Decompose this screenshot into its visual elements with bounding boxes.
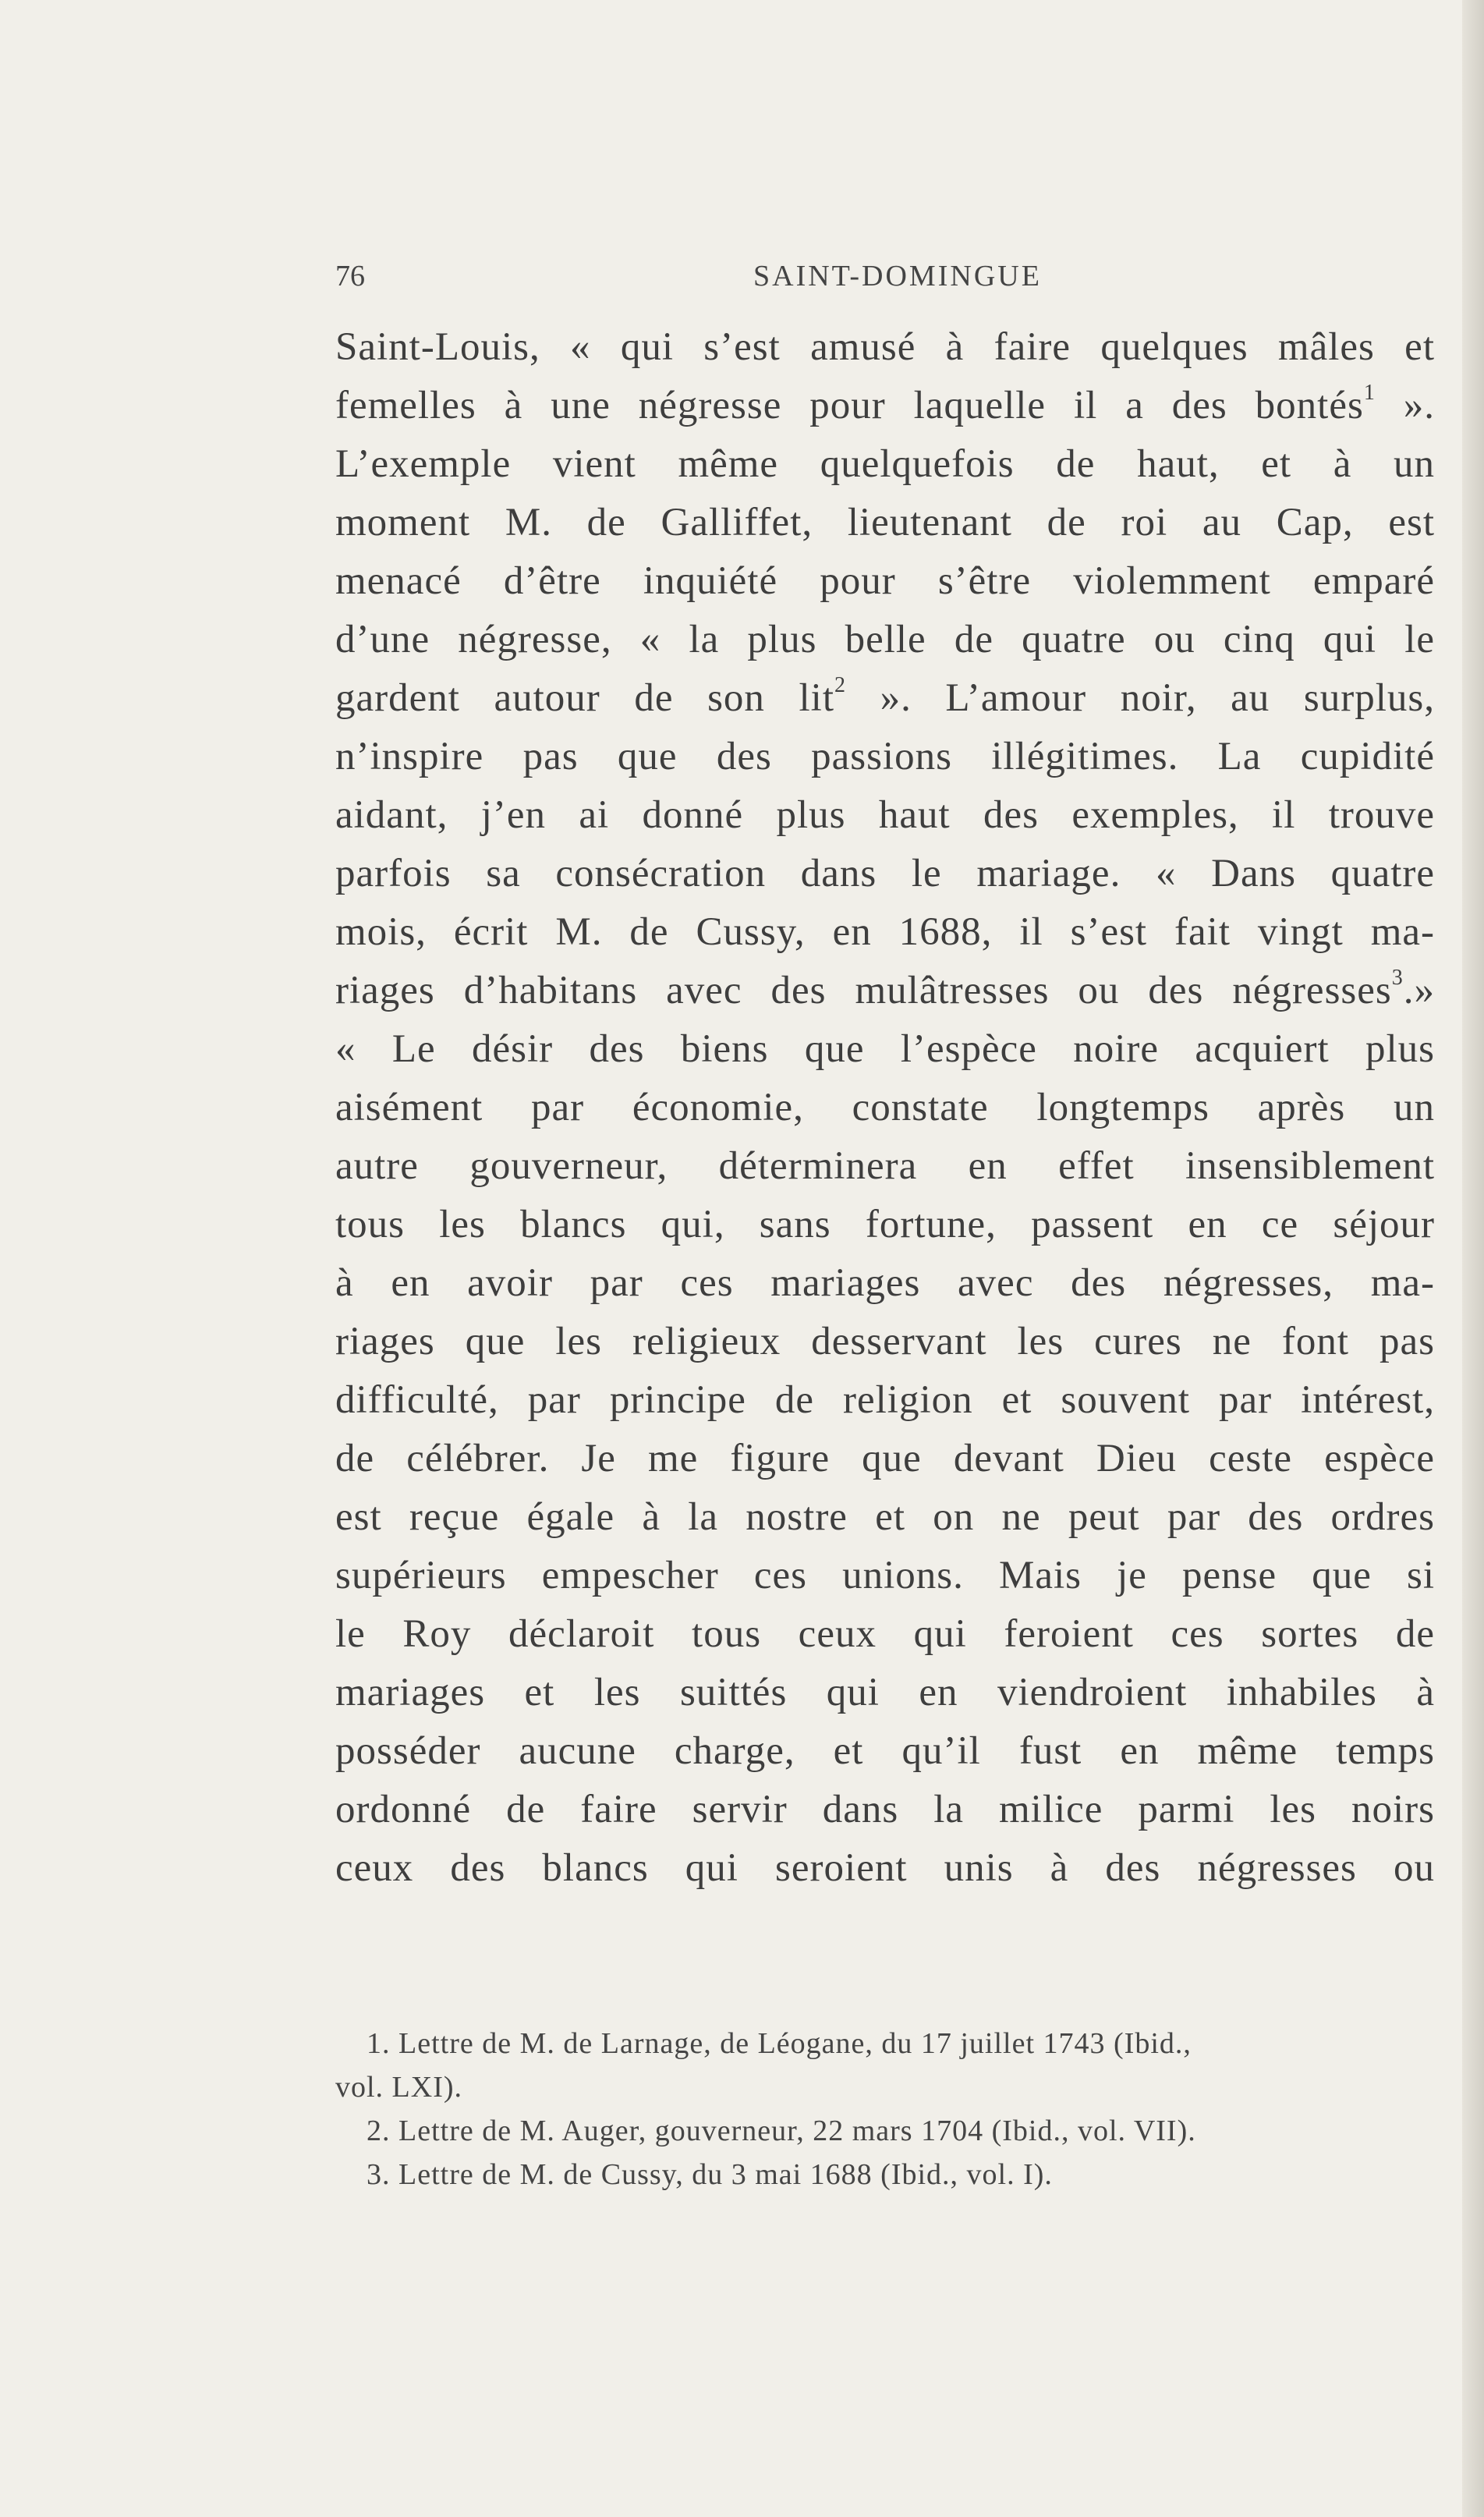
text-line: L’exemple vient même quelquefois de haut, et à un bbox=[335, 442, 1435, 486]
text-line: riages que les religieux desservant les cures ne font pas bbox=[335, 1320, 1435, 1363]
footnote-mark: 1 bbox=[1363, 381, 1376, 405]
footnote-3: 3. Lettre de M. de Cussy, du 3 mai 1688 (Ibid., vol. I). bbox=[367, 2158, 1053, 2191]
footnote-1-continued: vol. LXI). bbox=[335, 2071, 463, 2104]
footnote-mark: 3 bbox=[1391, 966, 1404, 990]
body-text bbox=[335, 318, 1435, 1898]
text-line: menacé d’être inquiété pour s’être violemment emparé bbox=[335, 559, 1435, 603]
text-line: d’une négresse, « la plus belle de quatre ou cinq qui le bbox=[335, 618, 1435, 661]
text-line: « Le désir des biens que l’espèce noire acquiert plus bbox=[335, 1027, 1435, 1071]
text-line: ceux des blancs qui seroient unis à des négresses ou bbox=[335, 1846, 1435, 1890]
text-line: mariages et les suittés qui en viendroient inhabiles à bbox=[335, 1671, 1435, 1714]
page-number: 76 bbox=[335, 260, 365, 292]
running-title: SAINT-DOMINGUE bbox=[753, 260, 1042, 292]
text-line: de célébrer. Je me figure que devant Dieu ceste espèce bbox=[335, 1437, 1435, 1480]
page-header bbox=[335, 248, 1443, 295]
footnotes bbox=[335, 2022, 1435, 2196]
text-line: tous les blancs qui, sans fortune, passent en ce séjour bbox=[335, 1203, 1435, 1246]
text-line: aisément par économie, constate longtemps après un bbox=[335, 1086, 1435, 1129]
text-line: moment M. de Galliffet, lieutenant de roi au Cap, est bbox=[335, 501, 1435, 544]
text-line: autre gouverneur, déterminera en effet insensiblement bbox=[335, 1144, 1435, 1188]
text-line: à en avoir par ces mariages avec des négresses, ma- bbox=[335, 1261, 1435, 1305]
text-line: riages d’habitans avec des mulâtresses ou des négresses$^3$.» bbox=[335, 966, 1435, 1012]
text-line: le Roy déclaroit tous ceux qui feroient ces sortes de bbox=[335, 1612, 1435, 1656]
text-line: n’inspire pas que des passions illégitimes. La cupidité bbox=[335, 735, 1435, 778]
text-line: Saint-Louis, « qui s’est amusé à faire quelques mâles et bbox=[335, 325, 1435, 369]
text-line: est reçue égale à la nostre et on ne peut par des ordres bbox=[335, 1495, 1435, 1539]
page-edge bbox=[1462, 0, 1484, 2517]
text-line: aidant, j’en ai donné plus haut des exemples, il trouve bbox=[335, 793, 1435, 837]
text-line: posséder aucune charge, et qu’il fust en même temps bbox=[335, 1729, 1435, 1773]
footnote-2: 2. Lettre de M. Auger, gouverneur, 22 mars 1704 (Ibid., vol. VII). bbox=[367, 2115, 1196, 2147]
text-line: femelles à une négresse pour laquelle il a des bontés$^1$ ». bbox=[335, 381, 1436, 427]
text-line: ordonné de faire servir dans la milice parmi les noirs bbox=[335, 1788, 1435, 1831]
text-line: mois, écrit M. de Cussy, en 1688, il s’est fait vingt ma- bbox=[335, 910, 1435, 954]
footnote-1: 1. Lettre de M. de Larnage, de Léogane, du 17 juillet 1743 (Ibid., bbox=[367, 2027, 1192, 2060]
text-line: gardent autour de son lit$^2$ ». L’amour noir, au surplus, bbox=[335, 673, 1435, 720]
text-line: parfois sa consécration dans le mariage. « Dans quatre bbox=[335, 852, 1435, 895]
footnote-mark: 2 bbox=[834, 673, 847, 697]
text-line: supérieurs empescher ces unions. Mais je pense que si bbox=[335, 1554, 1435, 1597]
text-line: difficulté, par principe de religion et souvent par intérest, bbox=[335, 1378, 1435, 1422]
